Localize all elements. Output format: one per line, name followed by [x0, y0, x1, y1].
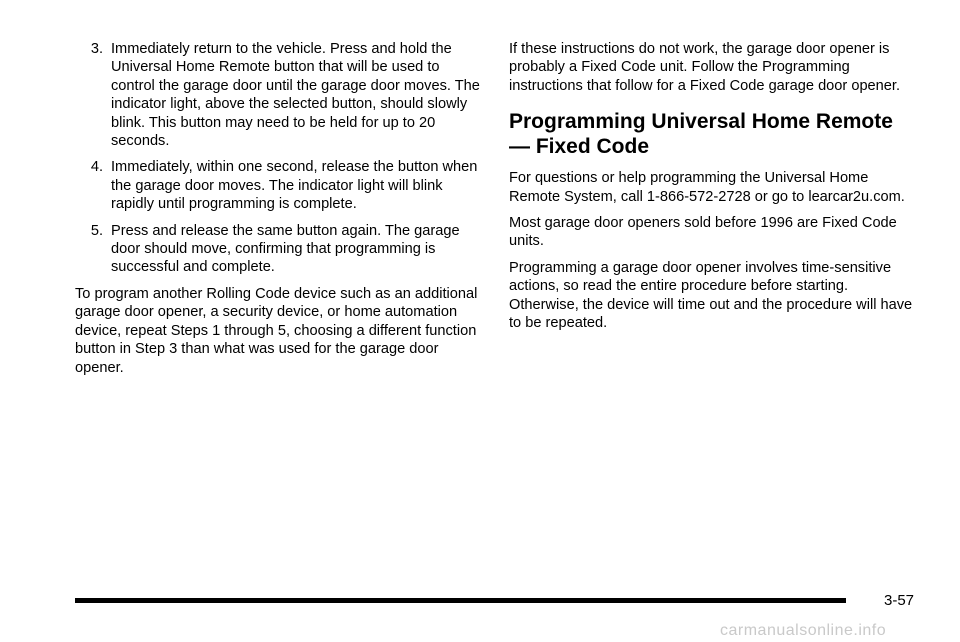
- step-text: Immediately, within one second, release the button when the garage door moves. The indicator light will blink rapidly until programming is complete.: [111, 159, 478, 213]
- step-number: 3.: [90, 41, 103, 57]
- step-3: [75, 40, 485, 150]
- rolling-code-paragraph: To program another Rolling Code device such as an additional garage door opener, a security device, or home automation device, repeat Steps 1 through 5, choosing a different function button in Step 3 than what was used for the garage door opener.: [75, 285, 478, 376]
- step-5: [75, 222, 485, 277]
- fixed-code-paragraph: Most garage door openers sold before 1996 are Fixed Code units.: [509, 215, 897, 250]
- page-number: 3-57: [884, 592, 915, 609]
- left-column: [75, 40, 485, 385]
- step-number: 4.: [90, 159, 103, 176]
- step-4: [75, 158, 485, 213]
- section-heading: Programming Universal Home Remote — Fixed Code: [509, 110, 893, 159]
- step-text: Press and release the same button again. The garage door should move, confirming that programming is successful and complete.: [111, 222, 460, 276]
- step-number: 5.: [90, 222, 103, 239]
- intro-paragraph: If these instructions do not work, the garage door opener is probably a Fixed Code unit. Follow the Programming instructions that follow for a Fixed Code garage door opener.: [509, 41, 901, 94]
- procedure-paragraph: Programming a garage door opener involves time-sensitive actions, so read the entire procedure before starting. Otherwise, the device will time out and the procedure will have to be repeated.: [509, 259, 913, 332]
- help-paragraph: For questions or help programming the Universal Home Remote System, call 1-866-572-2728 or go to learcar2u.com.: [509, 170, 905, 205]
- right-column: [509, 40, 919, 340]
- step-text: Immediately return to the vehicle. Press and hold the Universal Home Remote button that will be used to control the garage door until the garage door moves. The indicator light, above the selected button, should slowly blink. This button may need to be held for up to 20 seconds.: [111, 41, 480, 150]
- watermark: carmanualsonline.info: [720, 622, 887, 639]
- footer-rule: [75, 598, 846, 603]
